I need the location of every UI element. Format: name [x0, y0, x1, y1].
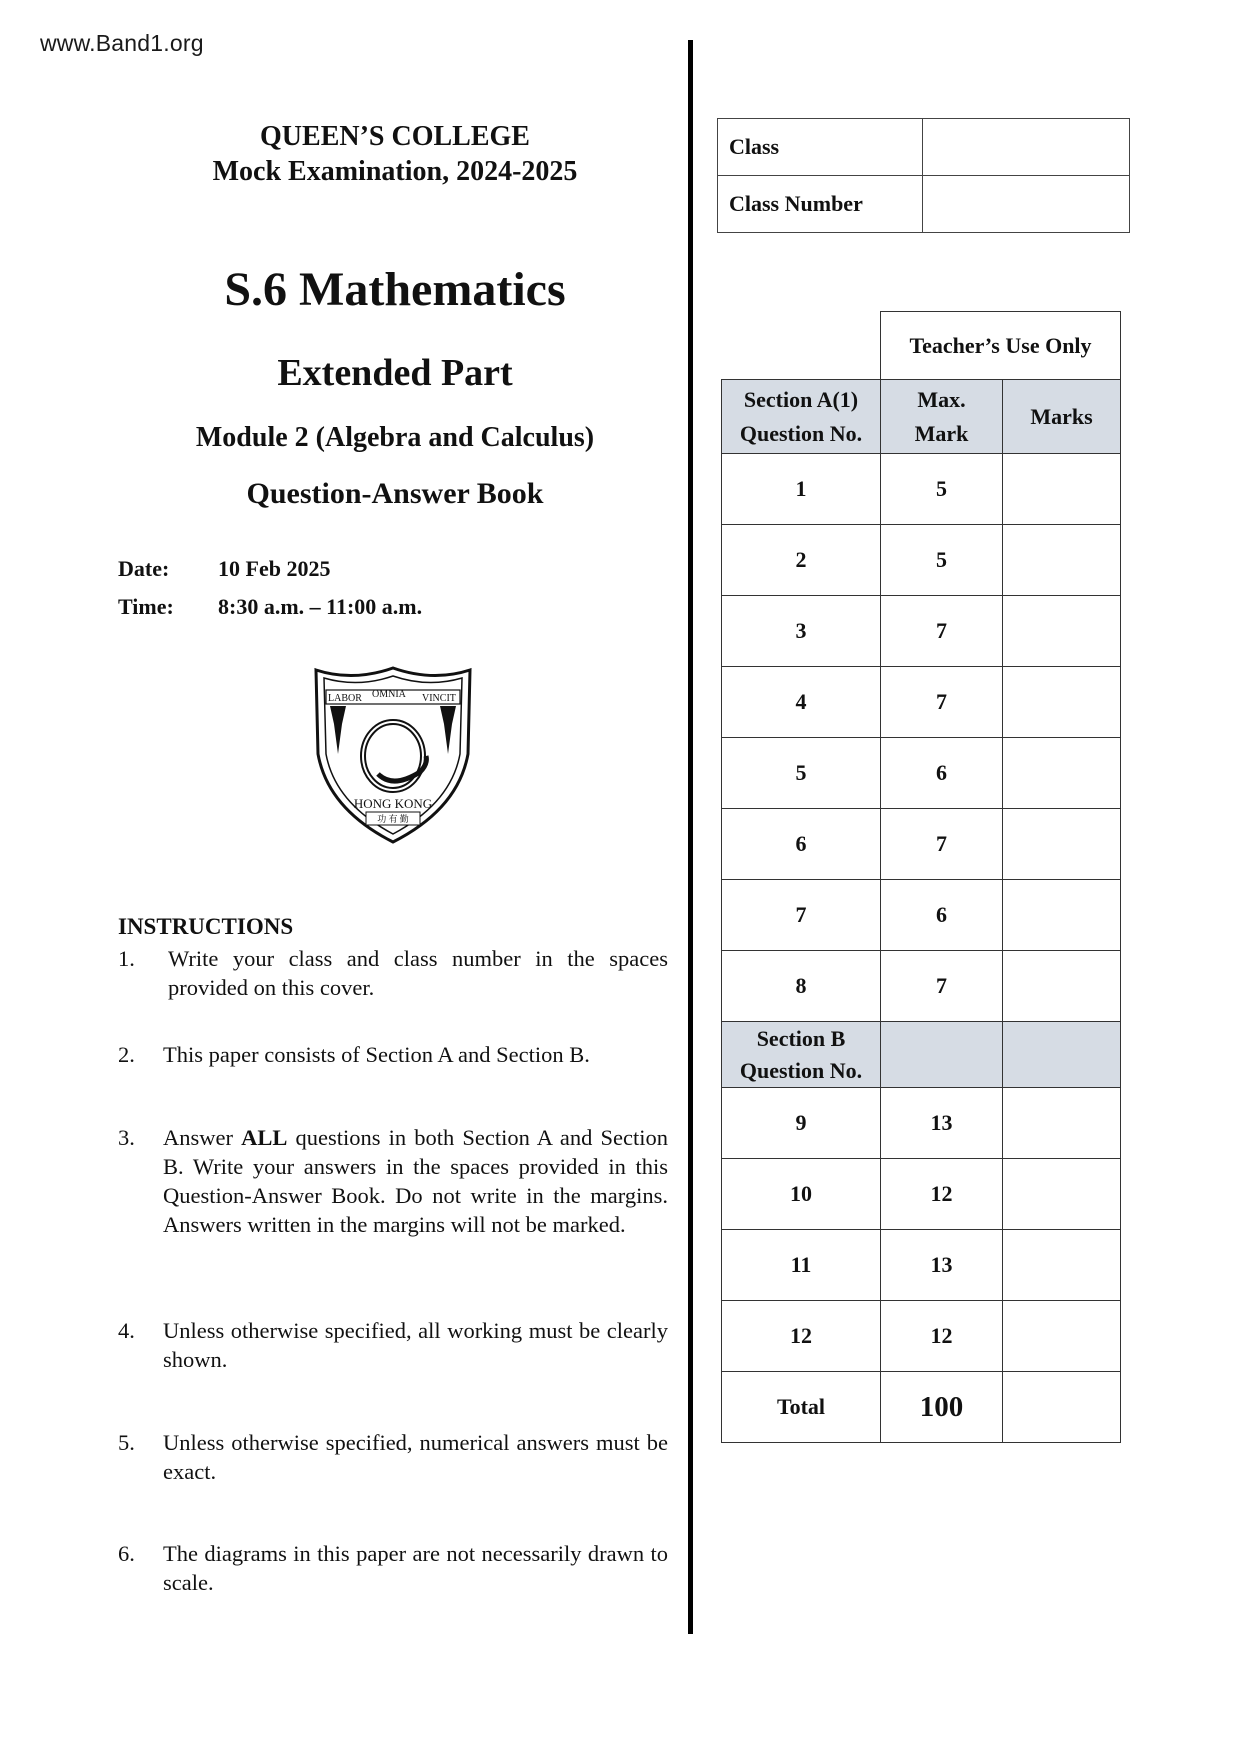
- book-title: Question-Answer Book: [246, 477, 544, 510]
- table-row: [722, 809, 1121, 880]
- marks-field[interactable]: [1003, 596, 1121, 667]
- table-row: [722, 1088, 1121, 1159]
- table-row: [722, 1159, 1121, 1230]
- max-mark: 5: [881, 525, 1003, 596]
- school-name: QUEEN’S COLLEGE: [260, 121, 530, 152]
- marks-field[interactable]: [1003, 951, 1121, 1022]
- marks-field[interactable]: [1003, 1230, 1121, 1301]
- blank-cell: [1003, 1022, 1121, 1088]
- instruction-number: 6.: [118, 1541, 135, 1566]
- table-row: [722, 1230, 1121, 1301]
- marks-header: Marks: [1003, 380, 1121, 454]
- school-crest-icon: [308, 664, 478, 846]
- table-row: [722, 525, 1121, 596]
- total-row: [722, 1372, 1121, 1443]
- blank-cell: [881, 1022, 1003, 1088]
- class-info-table: [717, 118, 1130, 233]
- watermark[interactable]: www.Band1.org: [40, 30, 204, 56]
- marks-field[interactable]: [1003, 1088, 1121, 1159]
- instruction-text: Unless otherwise specified, numerical answers must be exact.: [163, 1430, 668, 1484]
- max-mark: 12: [881, 1301, 1003, 1372]
- class-number-label: Class Number: [718, 176, 923, 233]
- instruction-text: The diagrams in this paper are not necessarily drawn to scale.: [163, 1541, 668, 1595]
- exam-date: [118, 555, 330, 583]
- teacher-use-header: Teacher’s Use Only: [881, 312, 1121, 380]
- max-mark: 12: [881, 1159, 1003, 1230]
- header-line: Question No.: [739, 420, 863, 446]
- instruction-text: Write your class and class number in the spaces provided on this cover.: [168, 946, 668, 1000]
- question-number: 5: [722, 738, 881, 809]
- header-line: Max.: [917, 386, 966, 412]
- max-mark: 6: [881, 738, 1003, 809]
- question-number: 11: [722, 1230, 881, 1301]
- question-number: 3: [722, 596, 881, 667]
- total-marks-field[interactable]: [1003, 1372, 1121, 1443]
- marks-field[interactable]: [1003, 1301, 1121, 1372]
- instruction-item: [118, 944, 668, 1002]
- table-row: [722, 454, 1121, 525]
- question-number: 7: [722, 880, 881, 951]
- max-mark: 6: [881, 880, 1003, 951]
- instruction-item: [118, 1123, 668, 1239]
- question-number: 1: [722, 454, 881, 525]
- marks-field[interactable]: [1003, 880, 1121, 951]
- time-label: Time:: [118, 594, 174, 619]
- part-title: Extended Part: [277, 352, 513, 394]
- blank-cell: [722, 312, 881, 380]
- date-label: Date:: [118, 556, 170, 581]
- question-number: 8: [722, 951, 881, 1022]
- exam-title: Mock Examination, 2024-2025: [212, 156, 578, 187]
- marks-field[interactable]: [1003, 667, 1121, 738]
- question-number: 12: [722, 1301, 881, 1372]
- question-number: 2: [722, 525, 881, 596]
- class-number-field[interactable]: [923, 176, 1130, 233]
- table-row: [722, 951, 1121, 1022]
- table-row: [722, 880, 1121, 951]
- max-mark: 13: [881, 1230, 1003, 1301]
- module-title: Module 2 (Algebra and Calculus): [195, 422, 595, 453]
- table-row: [722, 1301, 1121, 1372]
- instruction-emphasis: ALL: [241, 1125, 288, 1150]
- total-label: Total: [722, 1372, 881, 1443]
- instruction-item: [118, 1040, 668, 1069]
- header-line: Mark: [914, 420, 969, 446]
- instruction-text: [163, 1123, 668, 1239]
- max-mark: 5: [881, 454, 1003, 525]
- instruction-text: Unless otherwise specified, all working must be clearly shown.: [163, 1318, 668, 1372]
- max-mark-header: [881, 380, 1003, 454]
- marks-field[interactable]: [1003, 525, 1121, 596]
- instruction-text: This paper consists of Section A and Section B.: [163, 1042, 590, 1067]
- max-mark: 7: [881, 809, 1003, 880]
- table-row: [722, 667, 1121, 738]
- svg-text:HONG KONG: HONG KONG: [353, 796, 433, 811]
- time-value: 8:30 a.m. – 11:00 a.m.: [218, 594, 423, 619]
- question-number: 4: [722, 667, 881, 738]
- header-line: Section A(1): [743, 386, 859, 412]
- instruction-number: 1.: [118, 946, 135, 971]
- max-mark: 7: [881, 596, 1003, 667]
- instruction-item: [118, 1316, 668, 1374]
- marks-field[interactable]: [1003, 454, 1121, 525]
- question-number: 6: [722, 809, 881, 880]
- svg-text:功 有 勤: 功 有 勤: [377, 814, 409, 824]
- max-mark: 13: [881, 1088, 1003, 1159]
- header-line: Question No.: [739, 1057, 863, 1083]
- total-max-mark: 100: [881, 1372, 1003, 1443]
- question-number: 10: [722, 1159, 881, 1230]
- instruction-number: 4.: [118, 1318, 135, 1343]
- svg-text:LABOR: LABOR: [328, 693, 362, 704]
- instruction-text-part: Answer: [163, 1125, 242, 1150]
- instruction-item: [118, 1428, 668, 1486]
- marks-field[interactable]: [1003, 809, 1121, 880]
- class-label: Class: [718, 119, 923, 176]
- instruction-text-part: questions in both Section A and Section B. Write your answers in the spaces provided in this Question-Answer Book. Do not write in the margins. Answers written in the margins will not be marked.: [163, 1125, 669, 1237]
- header-line: Section B: [756, 1025, 846, 1051]
- section-b-header: [722, 1022, 881, 1088]
- exam-time: [118, 593, 422, 621]
- table-row: [722, 738, 1121, 809]
- svg-text:OMNIA: OMNIA: [372, 689, 406, 700]
- instruction-number: 2.: [118, 1042, 135, 1067]
- section-a-header: [722, 380, 881, 454]
- svg-text:VINCIT: VINCIT: [422, 693, 456, 704]
- marks-field[interactable]: [1003, 738, 1121, 809]
- instruction-number: 3.: [118, 1125, 135, 1150]
- section-b-header-row: [722, 1022, 1121, 1088]
- max-mark: 7: [881, 951, 1003, 1022]
- marks-field[interactable]: [1003, 1159, 1121, 1230]
- marks-table: [721, 311, 1121, 1443]
- instructions-title: INSTRUCTIONS: [118, 914, 294, 939]
- instruction-item: [118, 1539, 668, 1597]
- max-mark: 7: [881, 667, 1003, 738]
- table-row: [722, 596, 1121, 667]
- instruction-number: 5.: [118, 1430, 135, 1455]
- question-number: 9: [722, 1088, 881, 1159]
- subject-title: S.6 Mathematics: [224, 263, 566, 316]
- class-field[interactable]: [923, 119, 1130, 176]
- date-value: 10 Feb 2025: [218, 556, 331, 581]
